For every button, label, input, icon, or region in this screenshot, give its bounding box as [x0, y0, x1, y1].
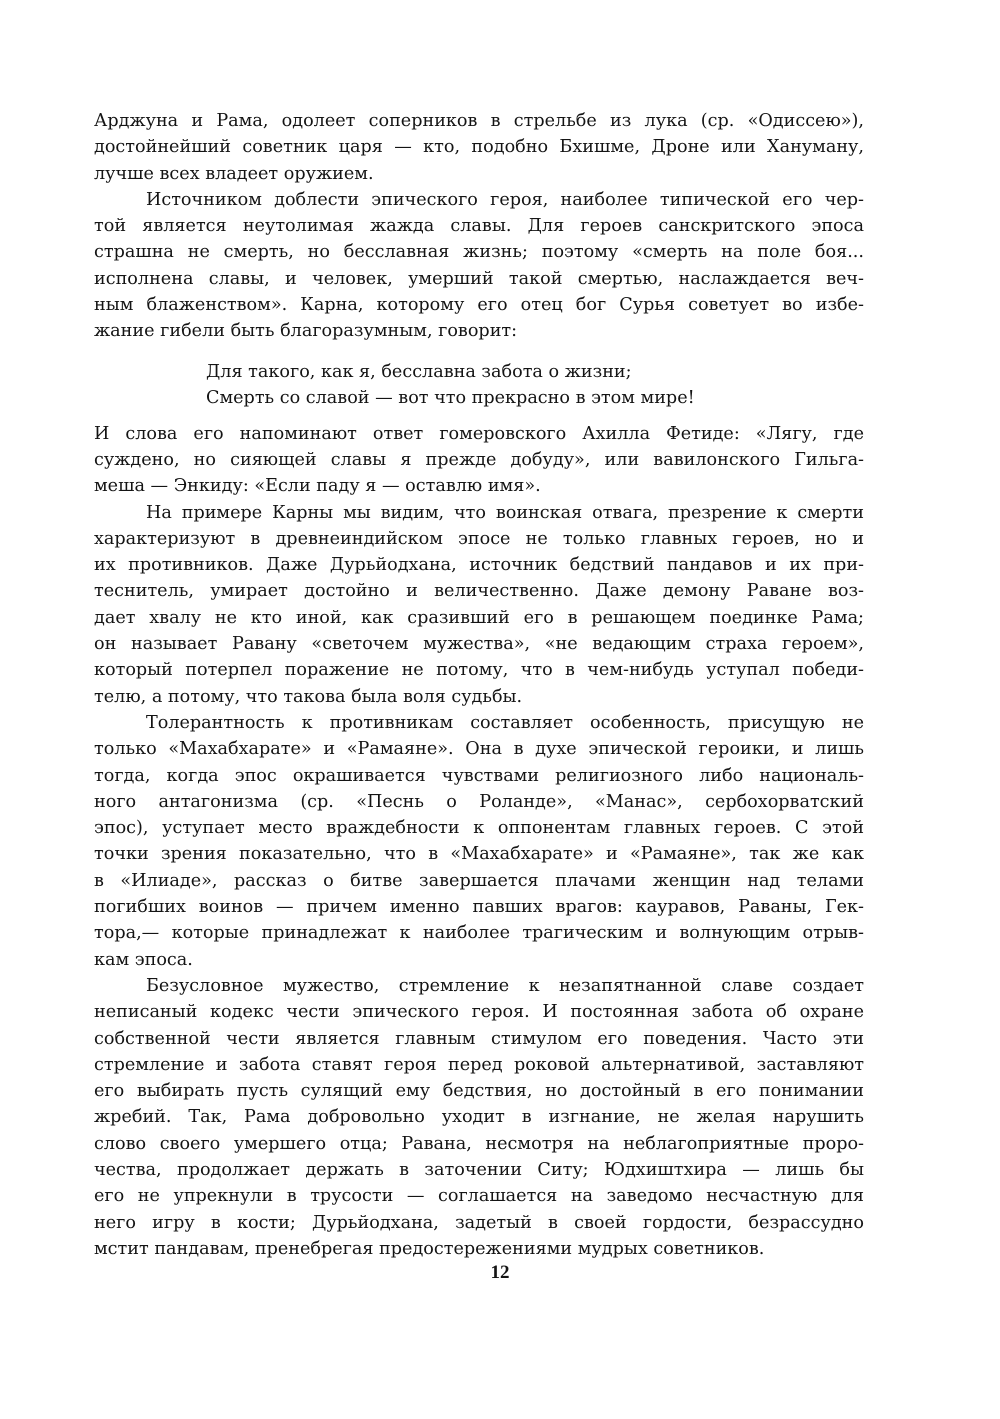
text-line: его выбирать пусть сулящий ему бедствия, но достойный в его понимании [94, 1081, 864, 1102]
paragraph [94, 108, 864, 187]
paragraphs-top [94, 108, 864, 345]
paragraph [94, 500, 864, 710]
paragraphs-bottom [94, 421, 864, 1263]
paragraph [94, 187, 864, 345]
paragraph [94, 973, 864, 1262]
text-line: той является неутолимая жажда славы. Для героев санскритского эпоса [94, 216, 864, 237]
text-line: эпос), уступает место враждебности к оппонентам главных героев. С этой [94, 818, 864, 839]
text-line: погибших воинов — причем именно павших врагов: кауравов, Раваны, Гек- [94, 897, 864, 918]
text-line: него игру в кости; Дурьйодхана, задетый в своей гордости, безрассудно [94, 1212, 864, 1233]
text-line: только «Махабхарате» и «Рамаяне». Она в духе эпической героики, и лишь [94, 739, 864, 760]
text-line: ным блаженством». Карна, которому его отец бог Сурья советует во избе- [94, 295, 864, 316]
text-line: теснитель, умирает достойно и величественно. Даже демону Раване воз- [94, 581, 864, 602]
text-line: Источником доблести эпического героя, наиболее типической его чер- [146, 189, 864, 210]
text-line: он называет Равану «светочем мужества», «не ведающим страха героем», [94, 634, 864, 655]
text-line: достойнейший советник царя — кто, подобно Бхишме, Дроне или Хануману, [94, 137, 864, 158]
text-line: собственной чести является главным стимулом его поведения. Часто эти [94, 1028, 864, 1049]
text-line: в «Илиаде», рассказ о битве завершается плачами женщин над телами [94, 870, 864, 891]
text-line: меша — Энкиду: «Если паду я — оставлю имя». [94, 476, 541, 497]
text-line: точки зрения показательно, что в «Махабхарате» и «Рамаяне», так же как [94, 844, 864, 865]
text-line: чества, продолжает держать в заточении Ситу; Юдхиштхира — лишь бы [94, 1159, 864, 1180]
verse-quote [94, 359, 864, 411]
text-line: который потерпел поражение не потому, что в чем-нибудь уступал победи- [94, 660, 864, 681]
text-line: Безусловное мужество, стремление к незапятнанной славе создает [146, 975, 864, 996]
text-line: Толерантность к противникам составляет особенность, присущую не [146, 712, 864, 733]
text-line: мстит пандавам, пренебрегая предостережениями мудрых советников. [94, 1238, 765, 1259]
text-line: тогда, когда эпос окрашивается чувствами религиозного либо националь- [94, 765, 864, 786]
text-line: телю, а потому, что такова была воля судьбы. [94, 686, 523, 707]
text-line: жание гибели быть благоразумным, говорит: [94, 321, 518, 342]
text-line: слово своего умершего отца; Равана, несмотря на неблагоприятные проро- [94, 1133, 864, 1154]
paragraph [94, 710, 864, 973]
text-line: дает хвалу не кто иной, как сразивший его в решающем поединке Рама; [94, 607, 864, 628]
text-line: их противников. Даже Дурьйодхана, источник бедствий пандавов и их при- [94, 555, 864, 576]
text-line: И слова его напоминают ответ гомеровского Ахилла Фетиде: «Лягу, где [94, 423, 864, 444]
paragraph [94, 421, 864, 500]
text-line: суждено, но сияющей славы я прежде добуду», или вавилонского Гильга- [94, 449, 864, 470]
text-line: характеризуют в древнеиндийском эпосе не только главных героев, но и [94, 528, 864, 549]
text-line: неписаный кодекс чести эпического героя. И постоянная забота об охране [94, 1002, 864, 1023]
text-line: его не упрекнули в трусости — соглашается на заведомо несчастную для [94, 1186, 864, 1207]
text-line: стремление и забота ставят героя перед роковой альтернативой, заставляют [94, 1054, 864, 1075]
page-body [94, 108, 864, 1262]
text-line: исполнена славы, и человек, умерший такой смертью, наслаждается веч- [94, 268, 864, 289]
page-number: 12 [490, 1262, 510, 1283]
text-line: ного антагонизма (ср. «Песнь о Роланде», «Манас», сербохорватский [94, 791, 864, 812]
text-line: Арджуна и Рама, одолеет соперников в стрельбе из лука (ср. «Одиссею»), [94, 111, 864, 131]
text-line: кам эпоса. [94, 949, 193, 970]
text-line: страшна не смерть, но бесславная жизнь; поэтому «смерть на поле боя... [94, 242, 864, 263]
text-line: лучше всех владеет оружием. [94, 163, 374, 184]
text-line: На примере Карны мы видим, что воинская отвага, презрение к смерти [146, 502, 864, 523]
verse-line: Для такого, как я, бесславна забота о жизни; [206, 361, 632, 382]
text-line: жребий. Так, Рама добровольно уходит в изгнание, не желая нарушить [94, 1107, 864, 1128]
verse-line: Смерть со славой — вот что прекрасно в этом мире! [206, 387, 695, 408]
text-line: тора,— которые принадлежат к наиболее трагическим и волнующим отрыв- [94, 923, 864, 944]
